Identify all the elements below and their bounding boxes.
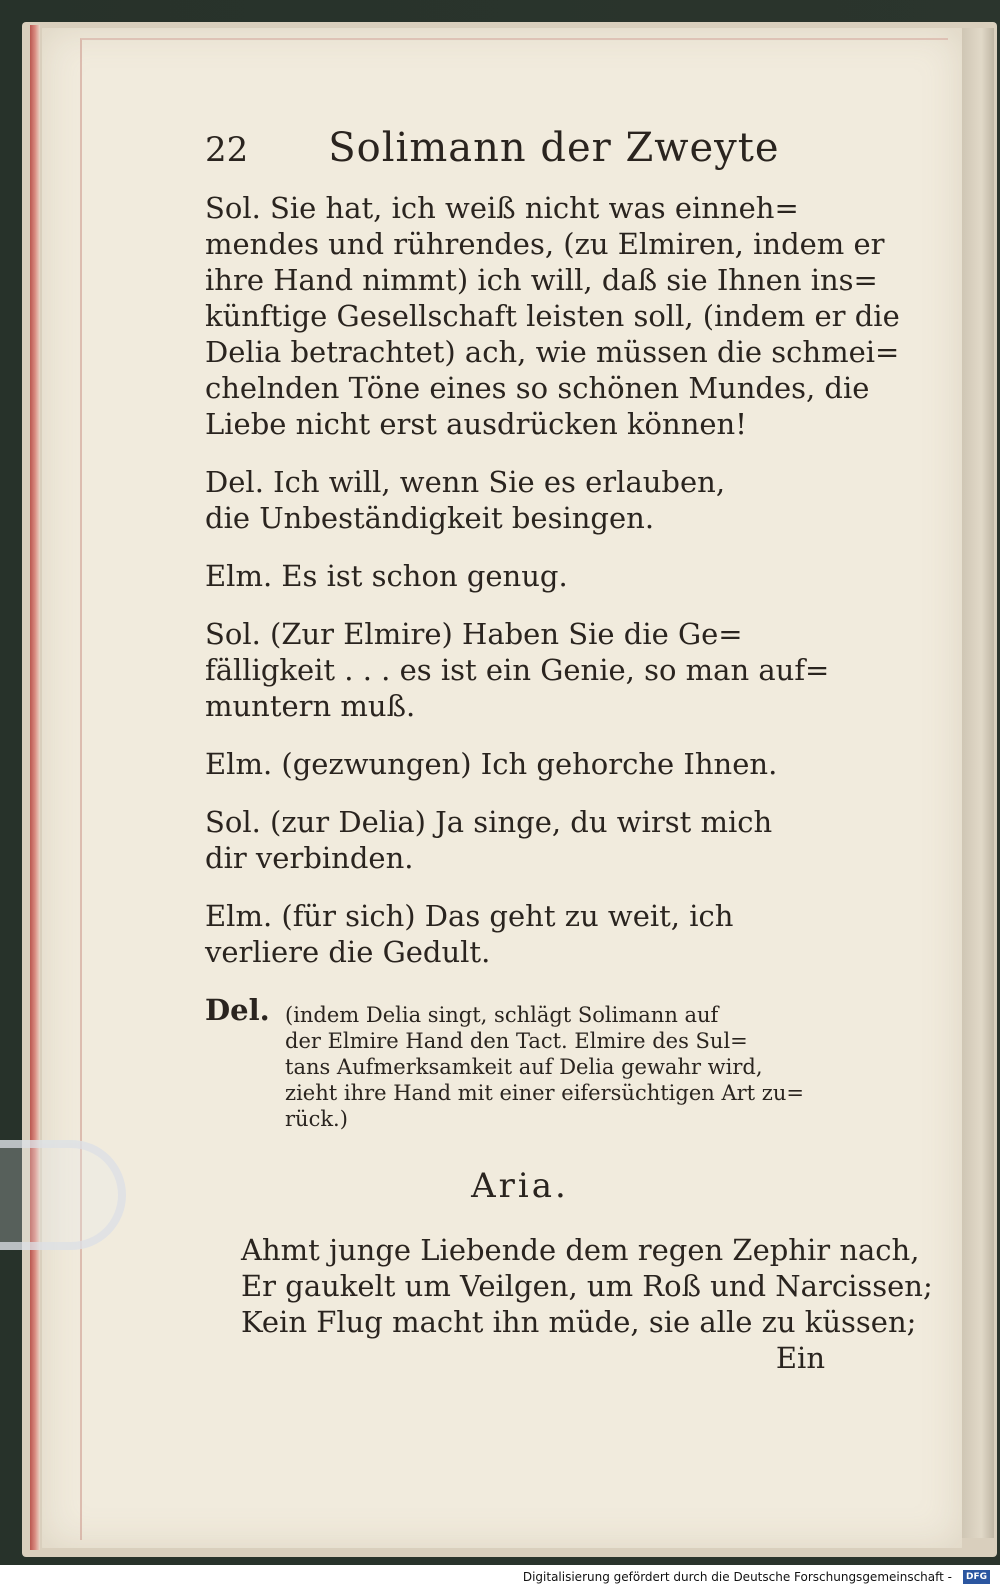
speech-solimann-3	[205, 804, 835, 876]
verse-line: Kein Flug macht ihn müde, sie alle zu küssen;	[241, 1305, 917, 1339]
text-line: Elm. (gezwungen) Ich gehorche Ihnen.	[205, 747, 778, 781]
text-line: dir verbinden.	[205, 841, 414, 875]
speaker-delia: Del.	[205, 993, 270, 1027]
text-line: mendes und rührendes, (zu Elmiren, indem er	[205, 227, 885, 261]
aria-title: Aria.	[471, 1166, 569, 1206]
speech-elmire-2	[205, 746, 835, 782]
text-line: Elm. Es ist schon genug.	[205, 559, 568, 593]
red-page-edge	[30, 25, 40, 1550]
verse-line: Er gaukelt um Veilgen, um Roß und Narcissen;	[241, 1269, 933, 1303]
page-text	[205, 125, 933, 1376]
stage-line: zieht ihre Hand mit einer eifersüchtigen Art zu=	[285, 1081, 804, 1105]
page-number: 22	[205, 130, 249, 170]
speech-elmire-3	[205, 898, 835, 970]
verse-line: Ahmt junge Liebende dem regen Zephir nach,	[241, 1233, 920, 1267]
stage-line: tans Aufmerksamkeit auf Delia gewahr wird,	[285, 1055, 763, 1079]
text-line: verliere die Gedult.	[205, 935, 491, 969]
footer-credit: Digitalisierung gefördert durch die Deutsche Forschungsgemeinschaft -	[522, 1570, 952, 1584]
stage-line: der Elmire Hand den Tact. Elmire des Sul=	[285, 1029, 748, 1053]
text-line: Elm. (für sich) Das geht zu weit, ich	[205, 899, 734, 933]
aria-verse	[241, 1232, 933, 1376]
stage-line: (indem Delia singt, schlägt Solimann auf	[285, 1003, 719, 1027]
stage-line: rück.)	[285, 1107, 348, 1131]
speech-elmire-1	[205, 558, 835, 594]
text-line: Sol. (zur Delia) Ja singe, du wirst mich	[205, 805, 773, 839]
speech-solimann-2	[205, 616, 835, 724]
speech-delia-1	[205, 464, 835, 536]
page-header	[205, 125, 835, 171]
digitization-footer	[0, 1565, 1000, 1589]
text-line: die Unbeständigkeit besingen.	[205, 501, 655, 535]
text-line: Delia betrachtet) ach, wie müssen die schmei=	[205, 335, 900, 369]
stage-direction-text	[285, 1002, 835, 1132]
stage-direction	[205, 992, 835, 1132]
text-line: chelnden Töne eines so schönen Mundes, die	[205, 371, 870, 405]
page-clip	[0, 1140, 126, 1250]
text-line: fälligkeit . . . es ist ein Genie, so man auf=	[205, 653, 830, 687]
speech-solimann-1	[205, 190, 900, 442]
catchword: Ein	[775, 1341, 825, 1375]
text-line: ihre Hand nimmt) ich will, daß sie Ihnen ins=	[205, 263, 878, 297]
dfg-logo-badge: DFG	[963, 1570, 990, 1584]
text-line: muntern muß.	[205, 689, 416, 723]
text-line: Sol. Sie hat, ich weiß nicht was einneh=	[205, 191, 799, 225]
text-line: künftige Gesellschaft leisten soll, (indem er die	[205, 299, 900, 333]
text-line: Del. Ich will, wenn Sie es erlauben,	[205, 465, 726, 499]
running-title: Solimann der Zweyte	[328, 125, 780, 171]
facing-page-edge	[962, 28, 994, 1538]
text-line: Sol. (Zur Elmire) Haben Sie die Ge=	[205, 617, 743, 651]
text-line: Liebe nicht erst ausdrücken können!	[205, 407, 747, 441]
